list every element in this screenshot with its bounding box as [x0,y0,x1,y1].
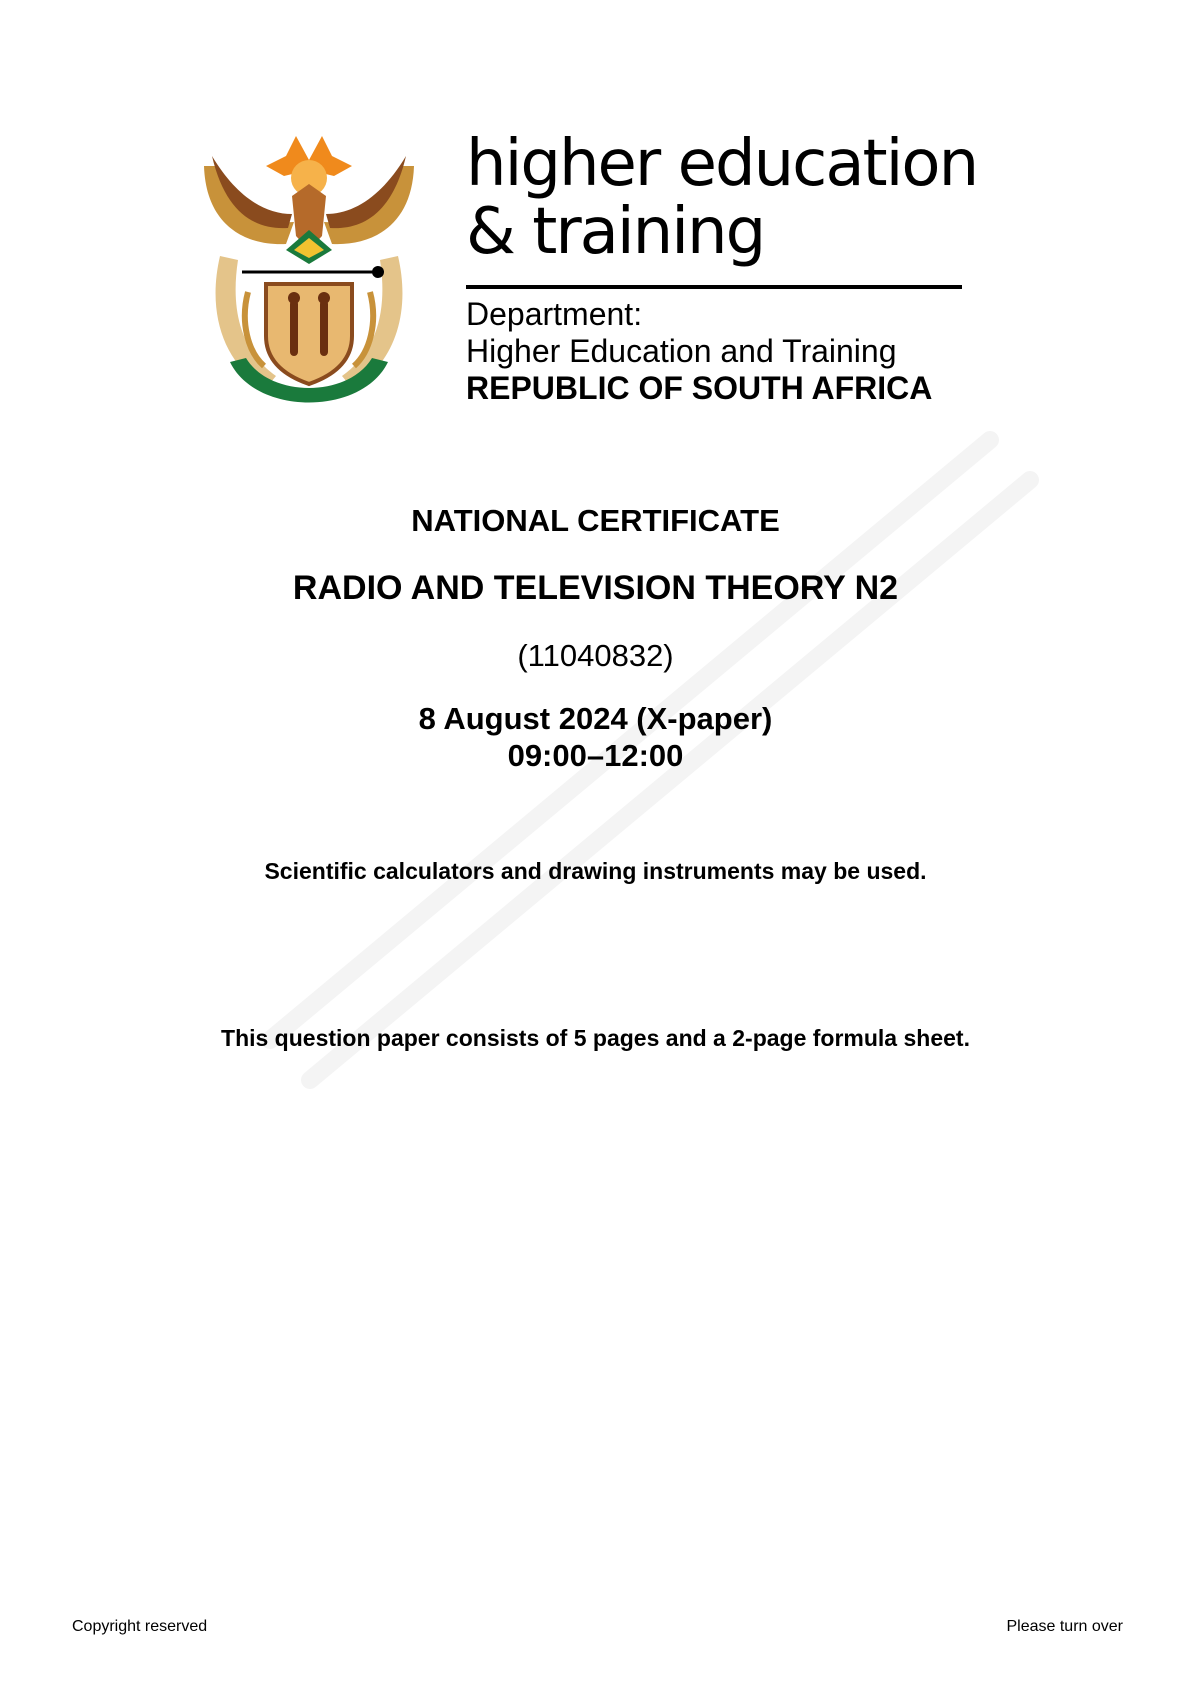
brand-wordmark [466,127,978,269]
header [190,118,980,418]
subject-title: RADIO AND TELEVISION THEORY N2 [292,569,899,607]
department-name [466,296,986,407]
paper-code: (11040832) [517,638,674,673]
exam-date: 8 August 2024 (X-paper) [418,701,773,736]
brand-divider [466,285,962,289]
coat-of-arms-logo [196,126,422,416]
exam-time: 09:00–12:00 [507,738,684,773]
dept-line-3: REPUBLIC OF SOUTH AFRICA [466,370,933,406]
brand-line-2: & training [466,195,765,269]
dept-line-2: Higher Education and Training [466,333,897,369]
footer-turn-over: Please turn over [1006,1618,1123,1635]
pages-note: This question paper consists of 5 pages and a 2-page formula sheet. [221,1025,970,1051]
certificate-title: NATIONAL CERTIFICATE [411,503,780,538]
footer-copyright: Copyright reserved [72,1618,208,1635]
instruction-text: Scientific calculators and drawing instruments may be used. [264,858,927,884]
dept-line-1: Department: [466,296,643,332]
exam-date-time [0,700,1191,774]
brand-line-1: higher education [466,127,978,201]
